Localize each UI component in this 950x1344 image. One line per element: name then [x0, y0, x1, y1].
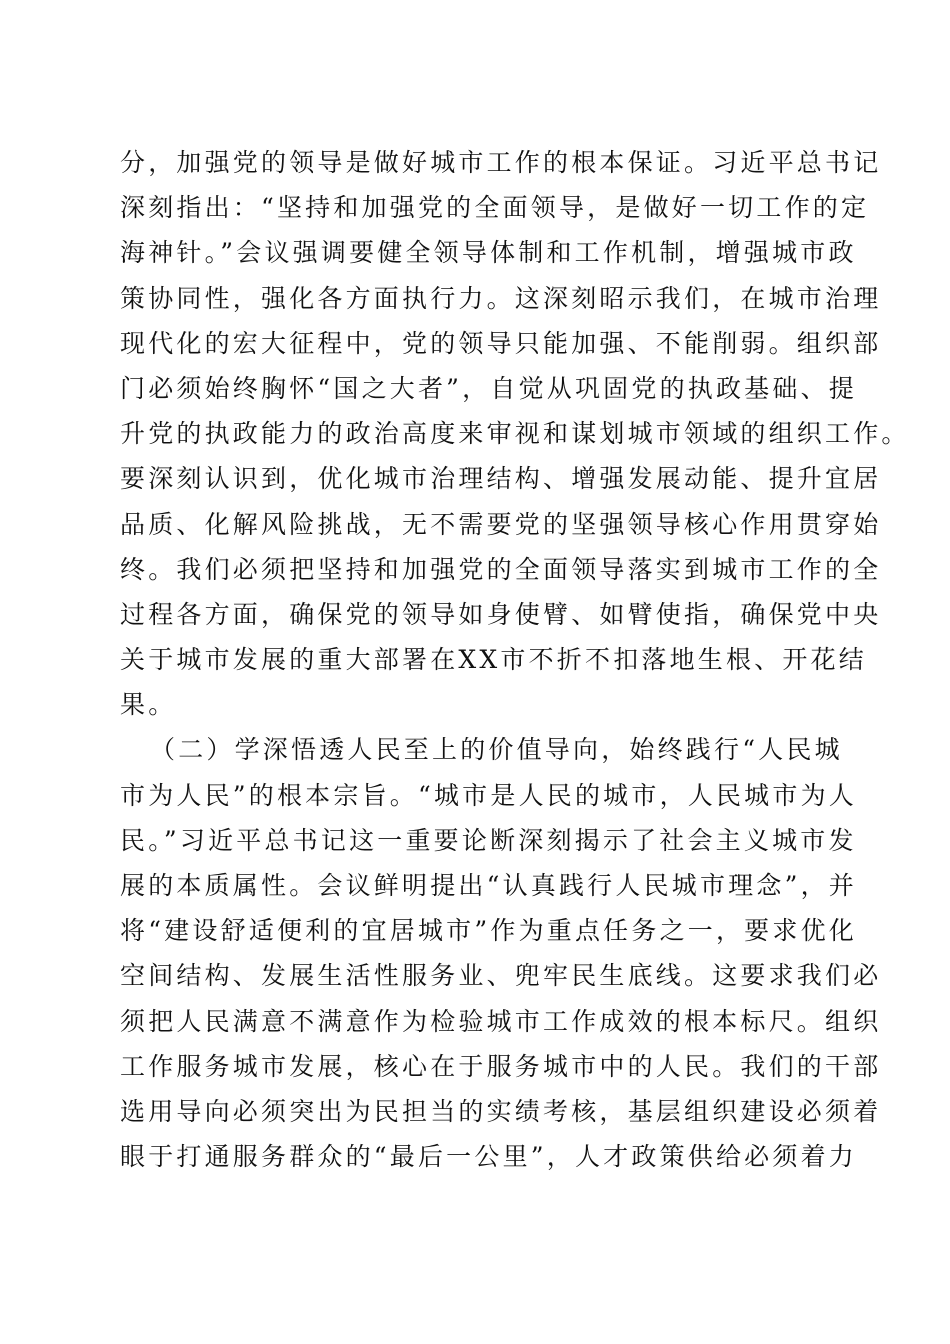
section-heading-line: （二）学深悟透人民至上的价值导向，始终践行“人民城	[150, 735, 843, 765]
paragraph-people-centered	[120, 727, 882, 1179]
text-line: 升党的执政能力的政治高度来审视和谋划城市领域的组织工作。	[120, 419, 910, 449]
text-line: 眼于打通服务群众的“最后一公里”，人才政策供给必须着力	[120, 1142, 857, 1172]
text-line: 品质、化解风险挑战，无不需要党的坚强领导核心作用贯穿始	[120, 509, 882, 539]
text-line: 要深刻认识到，优化城市治理结构、增强发展动能、提升宜居	[120, 464, 882, 494]
text-line: 分，加强党的领导是做好城市工作的根本保证。习近平总书记	[120, 148, 882, 177]
text-line: 策协同性，强化各方面执行力。这深刻昭示我们，在城市治理	[120, 283, 882, 313]
text-line: 市为人民”的根本宗旨。“城市是人民的城市，人民城市为人	[120, 780, 857, 810]
text-line: 展的本质属性。会议鲜明提出“认真践行人民城市理念”，并	[120, 871, 857, 900]
text-line: 过程各方面，确保党的领导如身使臂、如臂使指，确保党中央	[120, 599, 882, 629]
text-line: 果。	[120, 690, 177, 720]
text-line: 终。我们必须把坚持和加强党的全面领导落实到城市工作的全	[120, 554, 882, 584]
text-line: 空间结构、发展生活性服务业、兜牢民生底线。这要求我们必	[120, 961, 882, 991]
text-line: 海神针。”会议强调要健全领导体制和工作机制，增强城市政	[120, 238, 857, 268]
text-line: 工作服务城市发展，核心在于服务城市中的人民。我们的干部	[120, 1051, 882, 1081]
text-line: 深刻指出：“坚持和加强党的全面领导，是做好一切工作的定	[120, 193, 870, 223]
text-line: 将“建设舒适便利的宜居城市”作为重点任务之一，要求优化	[120, 916, 857, 946]
text-line: 现代化的宏大征程中，党的领导只能加强、不能削弱。组织部	[120, 328, 882, 358]
text-line: 门必须始终胸怀“国之大者”，自觉从巩固党的执政基础、提	[120, 373, 857, 403]
text-line: 民。”习近平总书记这一重要论断深刻揭示了社会主义城市发	[120, 825, 857, 855]
text-line: 须把人民满意不满意作为检验城市工作成效的根本标尺。组织	[120, 1006, 882, 1036]
body-text	[120, 140, 910, 1179]
text-line: 选用导向必须突出为民担当的实绩考核，基层组织建设必须着	[120, 1096, 882, 1126]
paragraph-party-leadership	[120, 140, 910, 727]
text-line: 关于城市发展的重大部署在XX市不折不扣落地生根、开花结	[120, 645, 867, 675]
